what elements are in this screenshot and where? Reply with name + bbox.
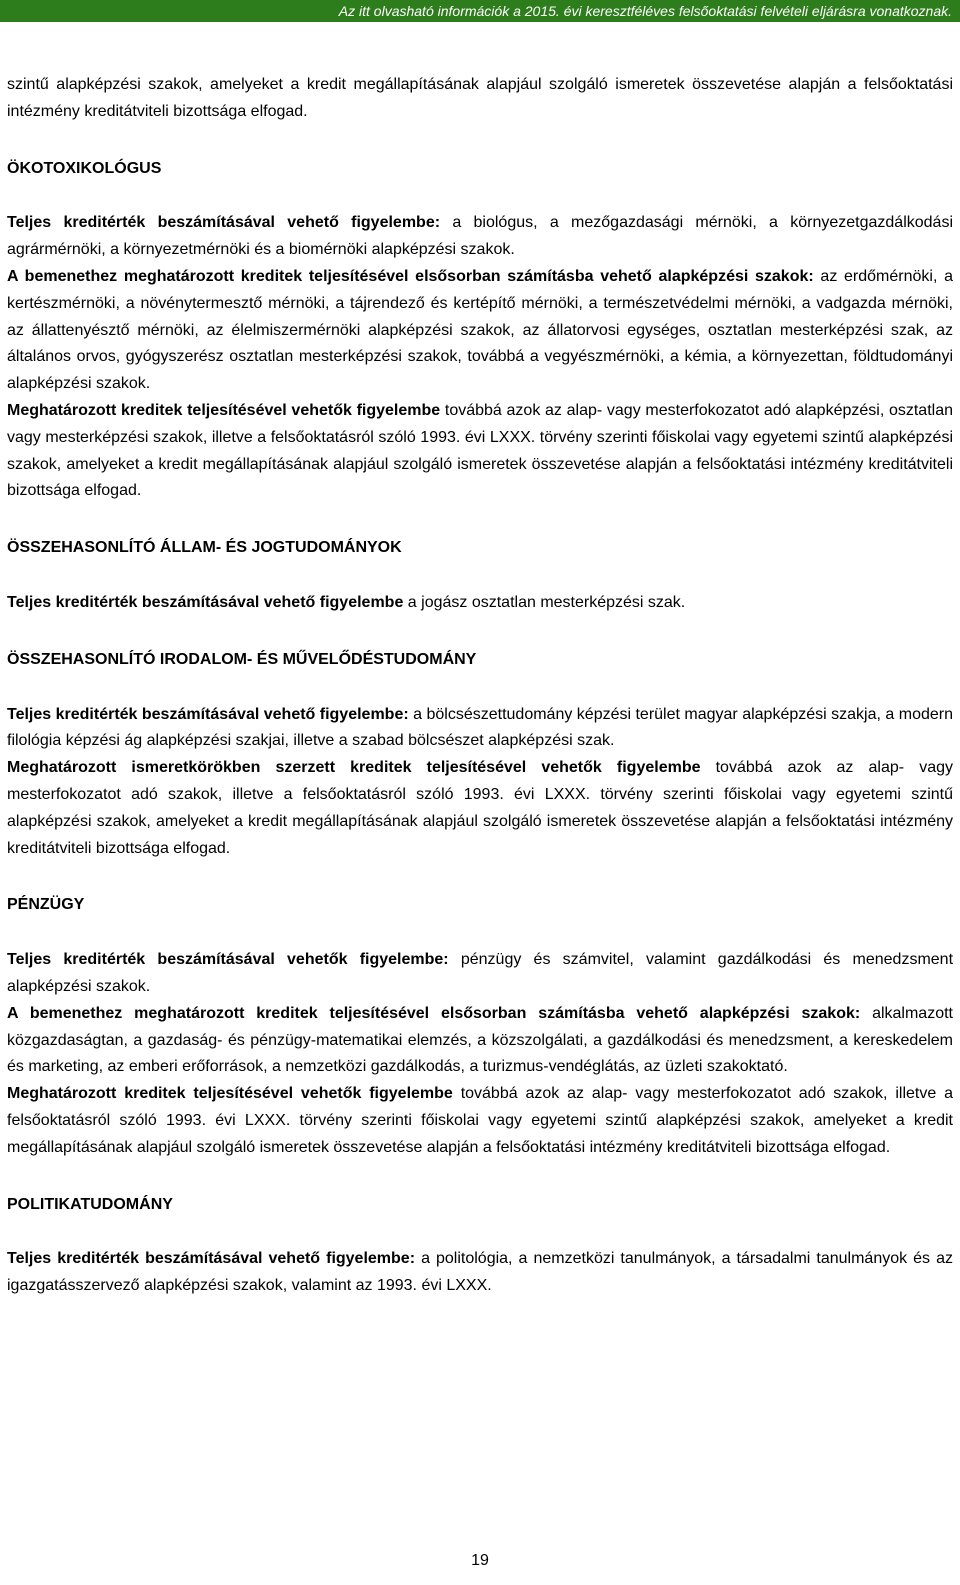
- section-title-irodalom: ÖSSZEHASONLÍTÓ IRODALOM- ÉS MŰVELŐDÉSTUDOMÁNY: [7, 650, 477, 668]
- paragraph-lead: A bemenethez meghatározott kreditek teljesítésével elsősorban számításba vehető alapképzési szakok:: [7, 267, 814, 285]
- paragraph: [7, 1001, 953, 1081]
- paragraph-lead: Teljes kreditérték beszámításával vehető figyelembe:: [7, 705, 409, 723]
- paragraph: [7, 755, 953, 862]
- paragraph-text: az erdőmérnöki, a kertészmérnöki, a növénytermesztő mérnöki, a tájrendező és kertépítő mérnöki, a természetvédelmi mérnöki, a vadgazda mérnöki, az állattenyésztő mérnöki, az élelmiszermérnöki alapképzési szakok, az állatorvosi egységes, osztatlan mesterképzési szak, az általános orvos, gyógyszerész osztatlan mesterképzési szakok, továbbá a vegyészmérnöki, a kémia, a környezettan, földtudományi alapképzési szakok.: [7, 267, 954, 393]
- paragraph: [7, 1246, 953, 1300]
- document-body: [7, 72, 953, 1300]
- paragraph: [7, 590, 953, 617]
- paragraph-text: a bölcsészettudomány képzési terület magyar alapképzési szakja, a modern filológia képzési ág alapképzési szakjai, illetve a szabad bölcsészet alapképzési szak.: [7, 705, 954, 750]
- paragraph-text: pénzügy és számvitel, valamint gazdálkodási és menedzsment alapképzési szakok.: [7, 951, 954, 995]
- page-number: 19: [471, 1552, 489, 1569]
- paragraph-lead: Meghatározott kreditek teljesítésével vehetők figyelembe: [7, 401, 441, 419]
- paragraph: [7, 210, 953, 264]
- paragraph-text: továbbá azok az alap- vagy mesterfokozatot adó szakok, illetve a felsőoktatásról szóló 1993. évi LXXX. törvény szerinti főiskolai vagy egyetemi szintű alapképzési szakok, amelyeket a kredit megállapításának alapjául szolgáló ismeretek összevetése alapján a felsőoktatási intézmény kreditátviteli bizottsága elfogad.: [7, 759, 954, 857]
- intro-paragraph: szintű alapképzési szakok, amelyeket a kredit megállapításának alapjául szolgáló ismeretek összevetése alapján a felsőoktatási intézmény kreditátviteli bizottsága elfogad.: [7, 76, 953, 120]
- paragraph-lead: Teljes kreditérték beszámításával vehető figyelembe:: [7, 1250, 416, 1268]
- paragraph-lead: Teljes kreditérték beszámításával vehetők figyelembe:: [7, 951, 449, 969]
- paragraph: [7, 1081, 953, 1161]
- paragraph-text: a politológia, a nemzetközi tanulmányok, a társadalmi tanulmányok és az igazgatásszervező alapképzési szakok, valamint az 1993. évi LXXX.: [7, 1250, 953, 1295]
- paragraph-lead: Teljes kreditérték beszámításával vehető figyelembe:: [7, 214, 441, 232]
- paragraph-lead: Meghatározott kreditek teljesítésével vehetők figyelembe: [7, 1085, 453, 1103]
- paragraph-text: továbbá azok az alap- vagy mesterfokozatot adó szakok, illetve a felsőoktatásról szóló 1993. évi LXXX. törvény szerinti főiskolai vagy egyetemi szintű alapképzési szakok, amelyeket a kredit megállapításának alapjául szolgáló ismeretek összevetése alapján a felsőoktatási intézmény kreditátviteli bizottsága elfogad.: [7, 1085, 954, 1156]
- banner-text: Az itt olvasható információk a 2015. évi keresztféléves felsőoktatási felvételi eljárásra vonatkoznak.: [338, 3, 952, 19]
- paragraph: [7, 264, 953, 398]
- paragraph-text: a jogász osztatlan mesterképzési szak.: [403, 593, 686, 611]
- section-title-okotoxikologus: ÖKOTOXIKOLÓGUS: [7, 159, 162, 177]
- paragraph-lead: A bemenethez meghatározott kreditek teljesítésével elsősorban számításba vehető alapképzési szakok:: [7, 1004, 861, 1022]
- paragraph-lead: Meghatározott ismeretkörökben szerzett kreditek teljesítésével vehetők figyelembe: [7, 759, 701, 777]
- paragraph-text: alkalmazott közgazdaságtan, a gazdaság- és pénzügy-matematikai elemzés, a közszolgálati, a gazdálkodási és menedzsment, a kereskedelem és marketing, az emberi erőforrások, a nemzetközi gazdálkodás, a turizmus-vendéglátás, az üzleti szakoktató.: [7, 1004, 953, 1076]
- paragraph-text: továbbá azok az alap- vagy mesterfokozatot adó alapképzési, osztatlan vagy mesterképzési szakok, illetve a felsőoktatásról szóló 1993. évi LXXX. törvény szerinti főiskolai vagy egyetemi szintű alapképzési szakok, amelyeket a kredit megállapításának alapjául szolgáló ismeretek összevetése alapján a felsőoktatási intézmény kreditátviteli bizottsága elfogad.: [7, 401, 954, 500]
- section-title-penzugy: PÉNZÜGY: [7, 896, 85, 914]
- paragraph-lead: Teljes kreditérték beszámításával vehető figyelembe: [7, 593, 404, 611]
- section-title-allam-jog: ÖSSZEHASONLÍTÓ ÁLLAM- ÉS JOGTUDOMÁNYOK: [7, 539, 402, 557]
- section-title-politikatudomany: POLITIKATUDOMÁNY: [7, 1195, 173, 1213]
- paragraph: [7, 398, 953, 505]
- paragraph-text: a biológus, a mezőgazdasági mérnöki, a környezetgazdálkodási agrármérnöki, a környezetmérnöki és a biomérnöki alapképzési szakok.: [7, 214, 953, 259]
- paragraph: [7, 947, 953, 1001]
- header-banner: [0, 0, 960, 22]
- paragraph: [7, 702, 953, 756]
